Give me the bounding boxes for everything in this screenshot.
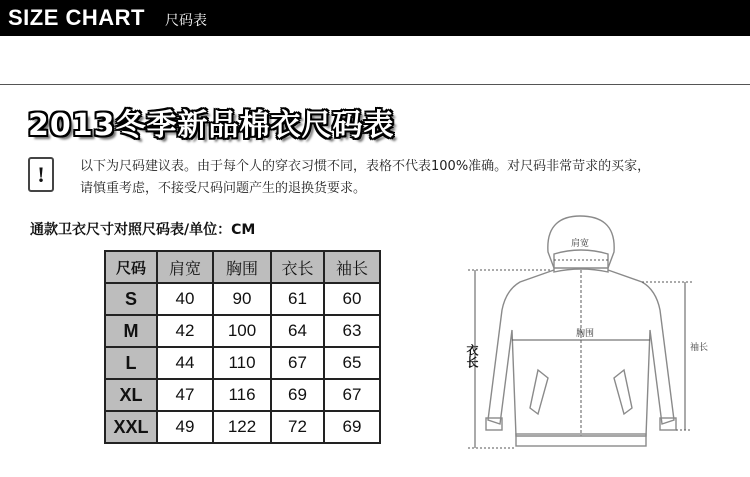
notice-text — [80, 156, 730, 200]
page-title: 2013冬季新品棉衣尺码表 — [28, 108, 395, 143]
size-cell: M — [105, 315, 157, 347]
divider — [0, 84, 750, 85]
jacket-diagram — [450, 210, 730, 470]
header-bar — [0, 0, 750, 36]
header-title-cn: 尺码表 — [165, 13, 207, 29]
header-title-en: SIZE CHART — [8, 5, 145, 30]
table-cell: 60 — [324, 283, 380, 315]
table-cell: 65 — [324, 347, 380, 379]
table-cell: 90 — [213, 283, 271, 315]
size-cell: L — [105, 347, 157, 379]
table-cell: 67 — [324, 379, 380, 411]
column-header: 衣长 — [271, 251, 324, 283]
table-cell: 72 — [271, 411, 324, 443]
size-cell: S — [105, 283, 157, 315]
jacket-pocket-left — [530, 370, 548, 414]
exclamation-icon: ! — [28, 157, 54, 192]
column-header: 胸围 — [213, 251, 271, 283]
table-cell: 42 — [157, 315, 213, 347]
table-cell: 69 — [271, 379, 324, 411]
column-header: 袖长 — [324, 251, 380, 283]
table-cell: 116 — [213, 379, 271, 411]
table-cell: 69 — [324, 411, 380, 443]
column-header: 尺码 — [105, 251, 157, 283]
table-cell: 61 — [271, 283, 324, 315]
table-cell: 67 — [271, 347, 324, 379]
size-table — [104, 250, 381, 444]
jacket-collar — [554, 250, 608, 272]
table-cell: 44 — [157, 347, 213, 379]
table-header-row — [105, 251, 380, 283]
table-cell: 110 — [213, 347, 271, 379]
shoulder-label: 肩宽 — [571, 239, 590, 249]
table-row — [105, 411, 380, 443]
table-cell: 40 — [157, 283, 213, 315]
table-row — [105, 315, 380, 347]
table-cell: 63 — [324, 315, 380, 347]
table-cell: 47 — [157, 379, 213, 411]
table-row — [105, 283, 380, 315]
size-cell: XXL — [105, 411, 157, 443]
table-subtitle: 通款卫衣尺寸对照尺码表/单位：CM — [30, 222, 256, 238]
table-cell: 100 — [213, 315, 271, 347]
table-cell: 49 — [157, 411, 213, 443]
sleeve-label: 袖长 — [690, 343, 709, 353]
chest-label: 胸围 — [576, 329, 595, 339]
length-label: 衣长 — [465, 344, 479, 368]
column-header: 肩宽 — [157, 251, 213, 283]
jacket-illustration — [450, 210, 730, 470]
table-cell: 122 — [213, 411, 271, 443]
table-row — [105, 347, 380, 379]
table-row — [105, 379, 380, 411]
notice-line-1: 以下为尺码建议表。由于每个人的穿衣习惯不同，表格不代表100%准确。对尺码非常苛求的买家， — [80, 159, 651, 174]
notice-line-2: 请慎重考虑，不接受尺码问题产生的退换货要求。 — [80, 181, 367, 196]
table-cell: 64 — [271, 315, 324, 347]
jacket-pocket-right — [614, 370, 632, 414]
size-cell: XL — [105, 379, 157, 411]
